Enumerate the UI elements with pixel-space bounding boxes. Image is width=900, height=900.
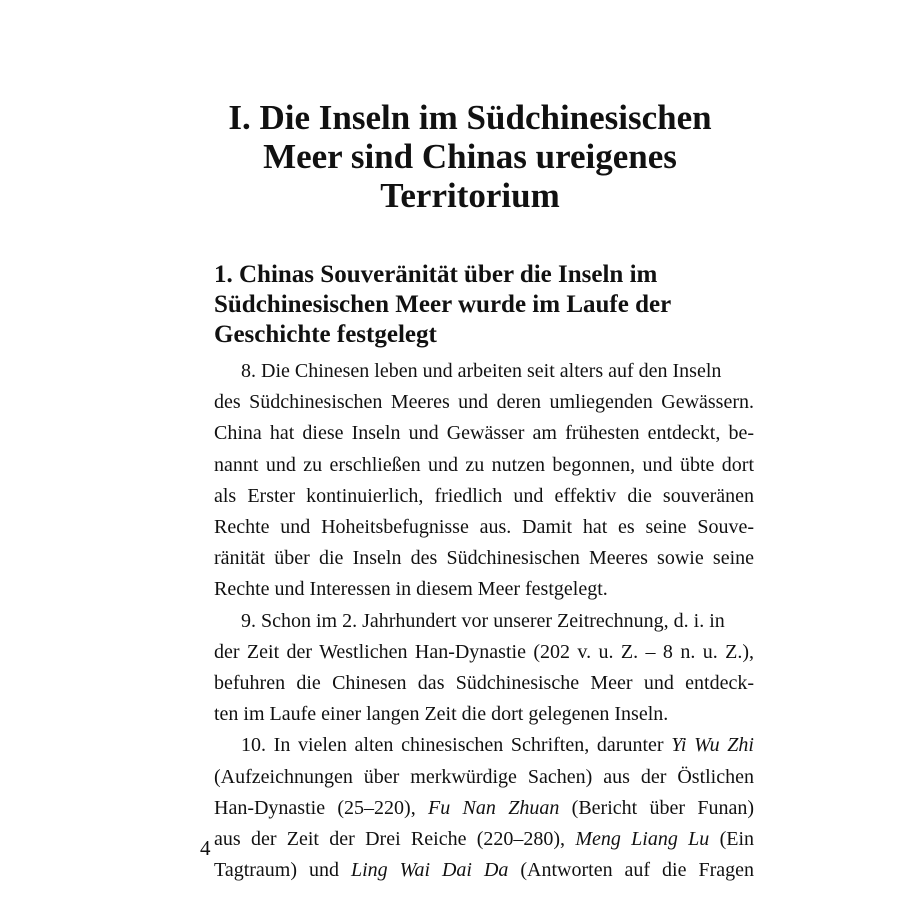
text-line: nannt und zu erschließen und zu nutzen begonnen, und übte dort (214, 453, 754, 476)
text-line: (Aufzeichnungen über merkwürdige Sachen) aus der Östlichen (214, 765, 754, 788)
text-segment: Han-Dynastie (25–220), (214, 796, 416, 819)
chapter-title-line: Territorium (380, 176, 560, 215)
text-line: Rechte und Hoheitsbefugnisse aus. Damit hat es seine Souve- (214, 516, 754, 539)
book-title-yi-wu-zhi: Yi Wu Zhi (671, 734, 754, 757)
section-title-line: 1. Chinas Souveränität über die Inseln im (214, 261, 658, 288)
paragraph-9 (214, 606, 754, 731)
text-line: der Zeit der Westlichen Han-Dynastie (202 v. u. Z. – 8 n. u. Z.), (214, 640, 754, 663)
text-segment: aus der Zeit der Drei Reiche (220–280), (214, 828, 566, 851)
text-line: China hat diese Inseln und Gewässer am frühesten entdeckt, be- (214, 422, 754, 445)
text-segment: (Bericht über Funan) (571, 796, 755, 819)
section-title-line: Südchinesischen Meer wurde im Laufe der (214, 291, 672, 318)
text-segment: 10. In vielen alten chinesischen Schriften, darunter (241, 734, 664, 757)
text-line: ten im Laufe einer langen Zeit die dort gelegenen Inseln. (214, 703, 669, 726)
text-line: als Erster kontinuierlich, friedlich und effektiv die souveränen (214, 484, 754, 507)
book-title-ling-wai-dai-da: Ling Wai Dai Da (350, 859, 509, 882)
text-line: 8. Die Chinesen leben und arbeiten seit alters auf den Inseln (241, 360, 722, 382)
text-line (214, 730, 754, 761)
text-line (214, 824, 754, 855)
chapter-title (200, 98, 740, 215)
text-line: des Südchinesischen Meeres und deren umliegenden Gewässern. (214, 391, 754, 414)
text-line: 9. Schon im 2. Jahrhundert vor unserer Zeitrechnung, d. i. in (241, 609, 725, 632)
book-title-fu-nan-zhuan: Fu Nan Zhuan (428, 796, 560, 819)
chapter-title-line: I. Die Inseln im Südchinesischen (228, 98, 712, 137)
page-number: 4 (200, 836, 211, 860)
text-line (214, 793, 754, 824)
body-text (214, 356, 754, 886)
book-title-meng-liang-lu: Meng Liang Lu (575, 828, 710, 851)
text-segment: (Ein (719, 828, 755, 851)
section-title (214, 260, 744, 350)
section-title-line: Geschichte festgelegt (214, 321, 437, 348)
paragraph-10 (214, 730, 754, 886)
text-segment: (Antworten auf die Fragen (520, 859, 754, 882)
text-line: ränität über die Inseln des Südchinesischen Meeres sowie seine (214, 547, 754, 570)
paragraph-8 (214, 356, 754, 606)
text-line (214, 855, 754, 886)
chapter-title-line: Meer sind Chinas ureigenes (263, 137, 677, 176)
text-segment: Tagtraum) und (214, 859, 339, 882)
text-line: Rechte und Interessen in diesem Meer festgelegt. (214, 578, 608, 601)
text-line: befuhren die Chinesen das Südchinesische Meer und entdeck- (214, 672, 754, 695)
